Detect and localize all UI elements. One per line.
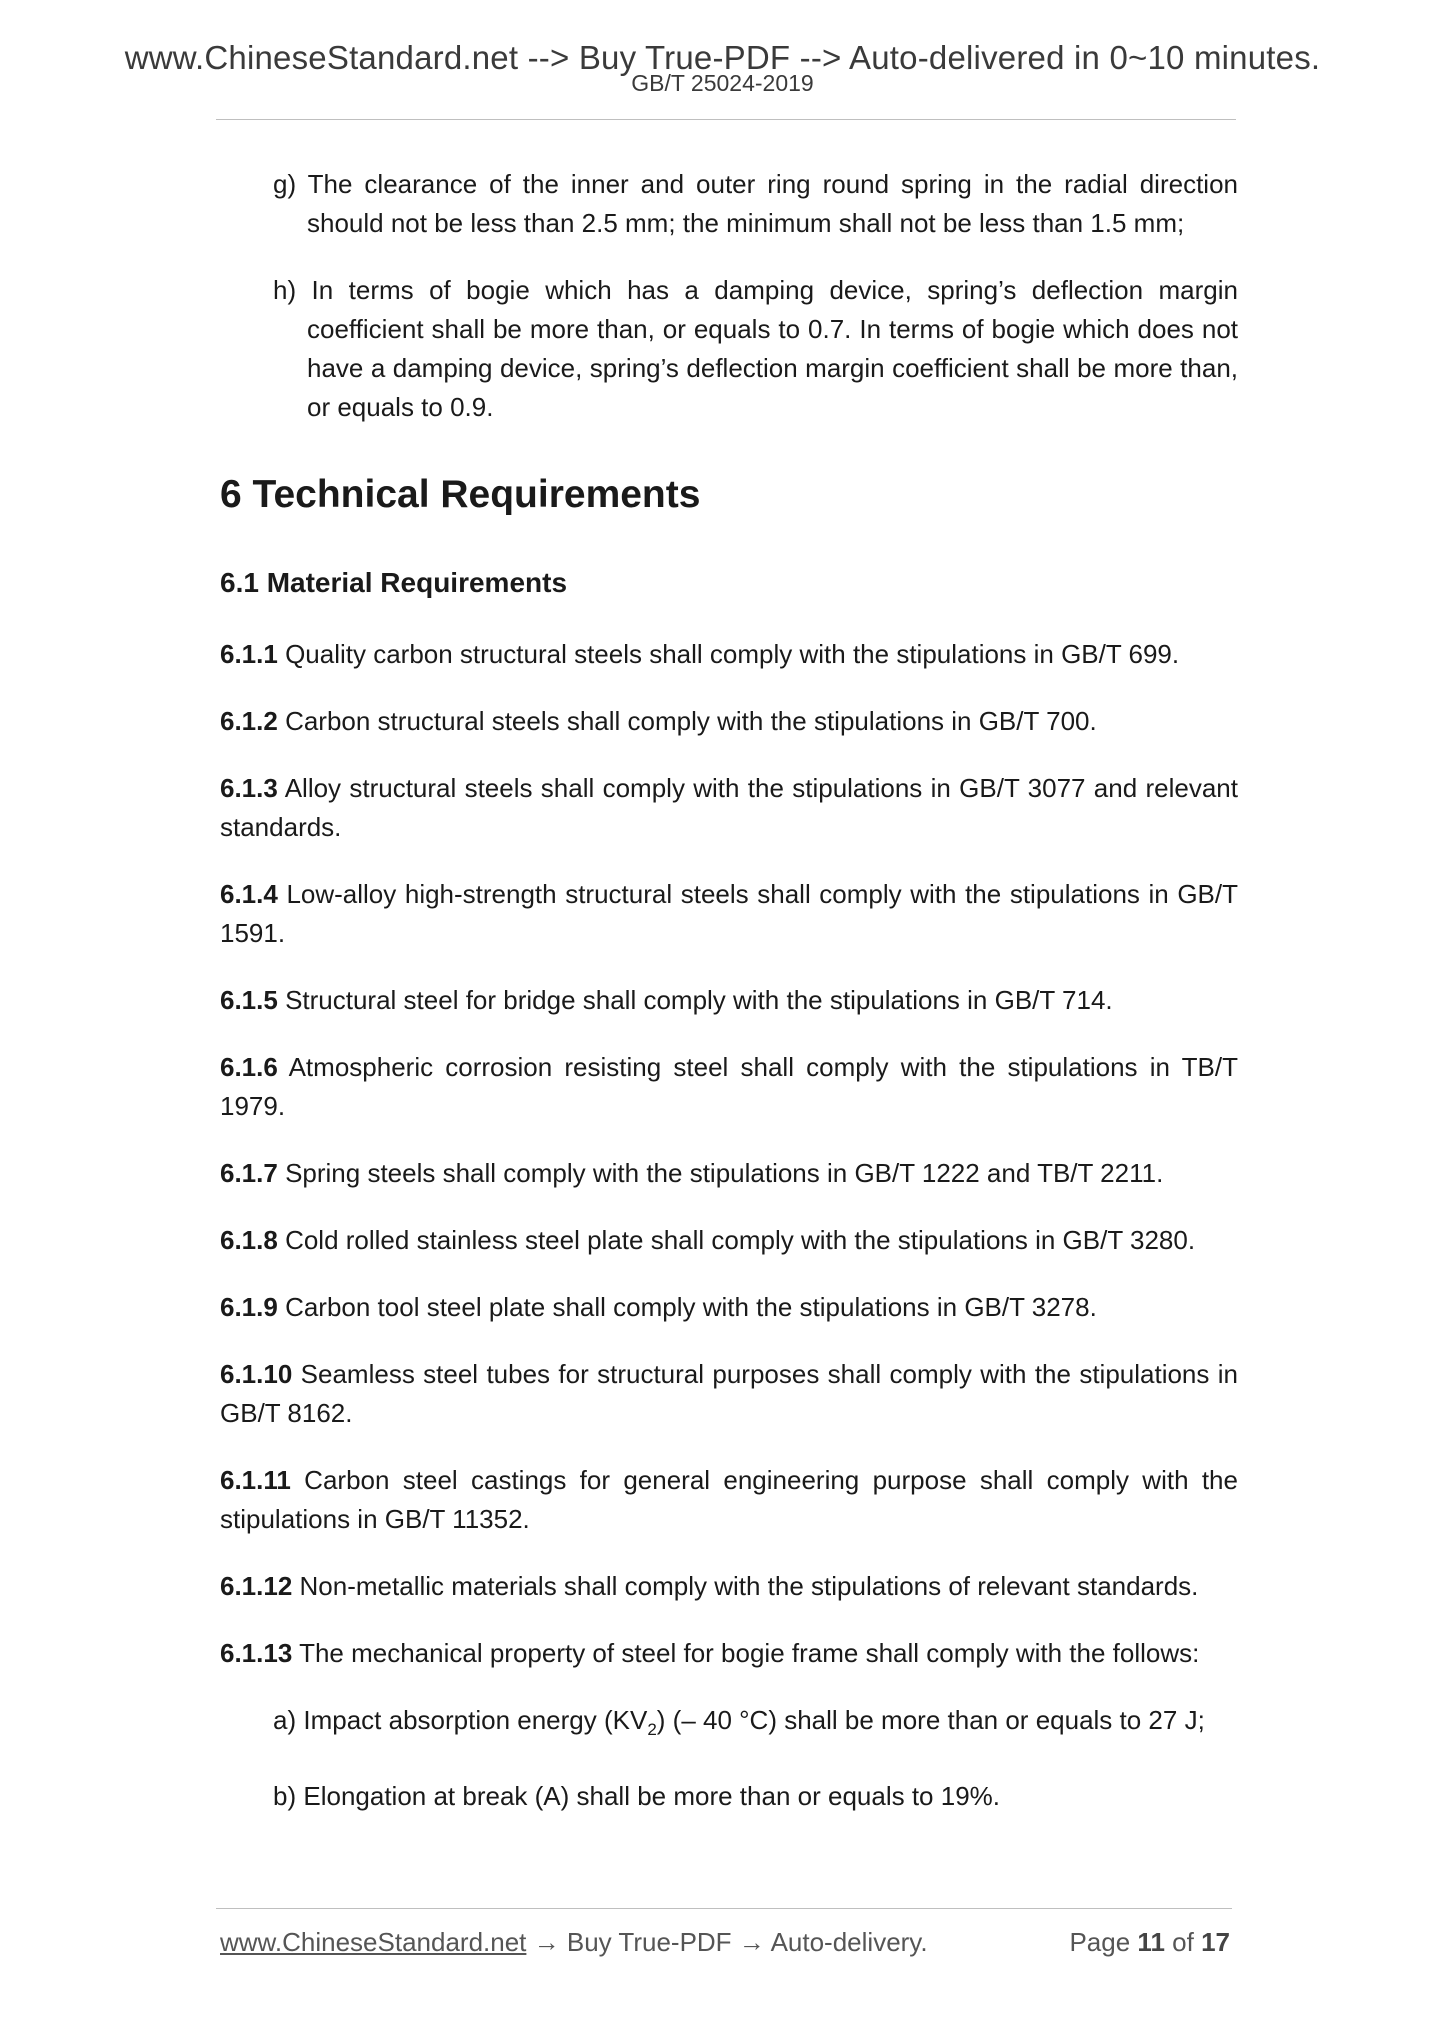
- clause-6-1-13: [220, 1634, 1238, 1673]
- footer-divider: [216, 1908, 1232, 1909]
- list-marker: a): [273, 1705, 297, 1735]
- list-item-h: [273, 271, 1238, 427]
- clause-text: Non-metallic materials shall comply with the stipulations of relevant standards.: [299, 1571, 1199, 1601]
- clause-6-1-12: [220, 1567, 1238, 1606]
- subscript: 2: [647, 1720, 657, 1740]
- page-total: 17: [1201, 1927, 1230, 1957]
- page-current: 11: [1137, 1927, 1165, 1957]
- clause-text: Quality carbon structural steels shall comply with the stipulations in GB/T 699.: [285, 639, 1180, 669]
- clause-6-1-5: [220, 981, 1238, 1020]
- clause-text: Atmospheric corrosion resisting steel shall comply with the stipulations in TB/T 1979.: [220, 1052, 1239, 1121]
- list-item-g: [273, 165, 1238, 243]
- list-item-b: [273, 1777, 1238, 1816]
- clause-number: 6.1.4: [220, 879, 278, 909]
- clause-text: Seamless steel tubes for structural purposes shall comply with the stipulations in GB/T 8162.: [220, 1359, 1238, 1428]
- clause-text: Structural steel for bridge shall comply with the stipulations in GB/T 714.: [285, 985, 1113, 1015]
- clause-number: 6.1.8: [220, 1225, 278, 1255]
- page-label: Page: [1069, 1927, 1131, 1957]
- list-marker: g): [273, 169, 297, 199]
- section-heading: 6 Technical Requirements: [220, 473, 701, 516]
- top-banner: www.ChineseStandard.net --> Buy True-PDF --> Auto-delivered in 0~10 minutes.: [124, 39, 1321, 76]
- list-marker: b): [273, 1781, 297, 1812]
- footer-site-link[interactable]: www.ChineseStandard.net: [220, 1927, 527, 1957]
- clause-number: 6.1.2: [220, 706, 278, 736]
- clause-6-1-6: [220, 1048, 1238, 1126]
- clause-6-1-2: [220, 702, 1238, 741]
- clause-number: 6.1.11: [220, 1465, 291, 1495]
- list-item-a: [273, 1701, 1238, 1749]
- footer: [220, 1925, 1230, 1959]
- clause-6-1-11: [220, 1461, 1238, 1539]
- clause-number: 6.1.13: [220, 1638, 293, 1668]
- clause-number: 6.1.7: [220, 1158, 278, 1188]
- page-content: [220, 165, 1238, 1844]
- clause-number: 6.1.3: [220, 773, 278, 803]
- page-indicator: [1069, 1925, 1230, 1959]
- list-item-text: Impact absorption energy (KV: [303, 1705, 648, 1735]
- clause-text: Carbon steel castings for general engineering purpose shall comply with the stipulations in GB/T 11352.: [220, 1465, 1238, 1534]
- footer-tagline: → Buy True-PDF → Auto-delivery.: [526, 1927, 928, 1957]
- list-item-text: Elongation at break (A) shall be more than or equals to 19%.: [303, 1781, 1000, 1812]
- list-item-text: In terms of bogie which has a damping device, spring’s deflection margin coefficient shall be more than, or equals to 0.7. In terms of bogie which does not have a damping device, spring’s deflection margin coefficient shall be more than, or equals to 0.9.: [307, 275, 1238, 422]
- clause-6-1-7: [220, 1154, 1238, 1193]
- clause-text: Spring steels shall comply with the stipulations in GB/T 1222 and TB/T 2211.: [285, 1158, 1164, 1188]
- clause-text: The mechanical property of steel for bogie frame shall comply with the follows:: [299, 1638, 1200, 1668]
- header-divider: [216, 119, 1236, 120]
- clause-6-1-1: [220, 635, 1238, 674]
- clause-number: 6.1.6: [220, 1052, 278, 1082]
- clause-number: 6.1.1: [220, 639, 278, 669]
- clause-6-1-9: [220, 1288, 1238, 1327]
- document-code: GB/T 25024-2019: [631, 70, 814, 96]
- clause-6-1-3: [220, 769, 1238, 847]
- list-item-text: The clearance of the inner and outer ring round spring in the radial direction should not be less than 2.5 mm; the minimum shall not be less than 1.5 mm;: [307, 169, 1239, 238]
- list-item-text-tail: ) (– 40 °C) shall be more than or equals to 27 J;: [656, 1705, 1205, 1735]
- clause-number: 6.1.9: [220, 1292, 278, 1322]
- clause-number: 6.1.12: [220, 1571, 293, 1601]
- clause-6-1-8: [220, 1221, 1238, 1260]
- clause-text: Carbon tool steel plate shall comply with the stipulations in GB/T 3278.: [285, 1292, 1097, 1322]
- clause-number: 6.1.5: [220, 985, 278, 1015]
- clause-text: Low-alloy high-strength structural steels shall comply with the stipulations in GB/T 1591.: [220, 879, 1238, 948]
- clause-text: Cold rolled stainless steel plate shall comply with the stipulations in GB/T 3280.: [285, 1225, 1196, 1255]
- clause-text: Carbon structural steels shall comply with the stipulations in GB/T 700.: [285, 706, 1097, 736]
- clause-6-1-4: [220, 875, 1238, 953]
- list-marker: h): [273, 275, 297, 305]
- page-of: of: [1172, 1927, 1194, 1957]
- clause-6-1-10: [220, 1355, 1238, 1433]
- clause-number: 6.1.10: [220, 1359, 293, 1389]
- clause-text: Alloy structural steels shall comply with the stipulations in GB/T 3077 and relevant standards.: [220, 773, 1238, 842]
- subsection-heading: 6.1 Material Requirements: [220, 567, 568, 598]
